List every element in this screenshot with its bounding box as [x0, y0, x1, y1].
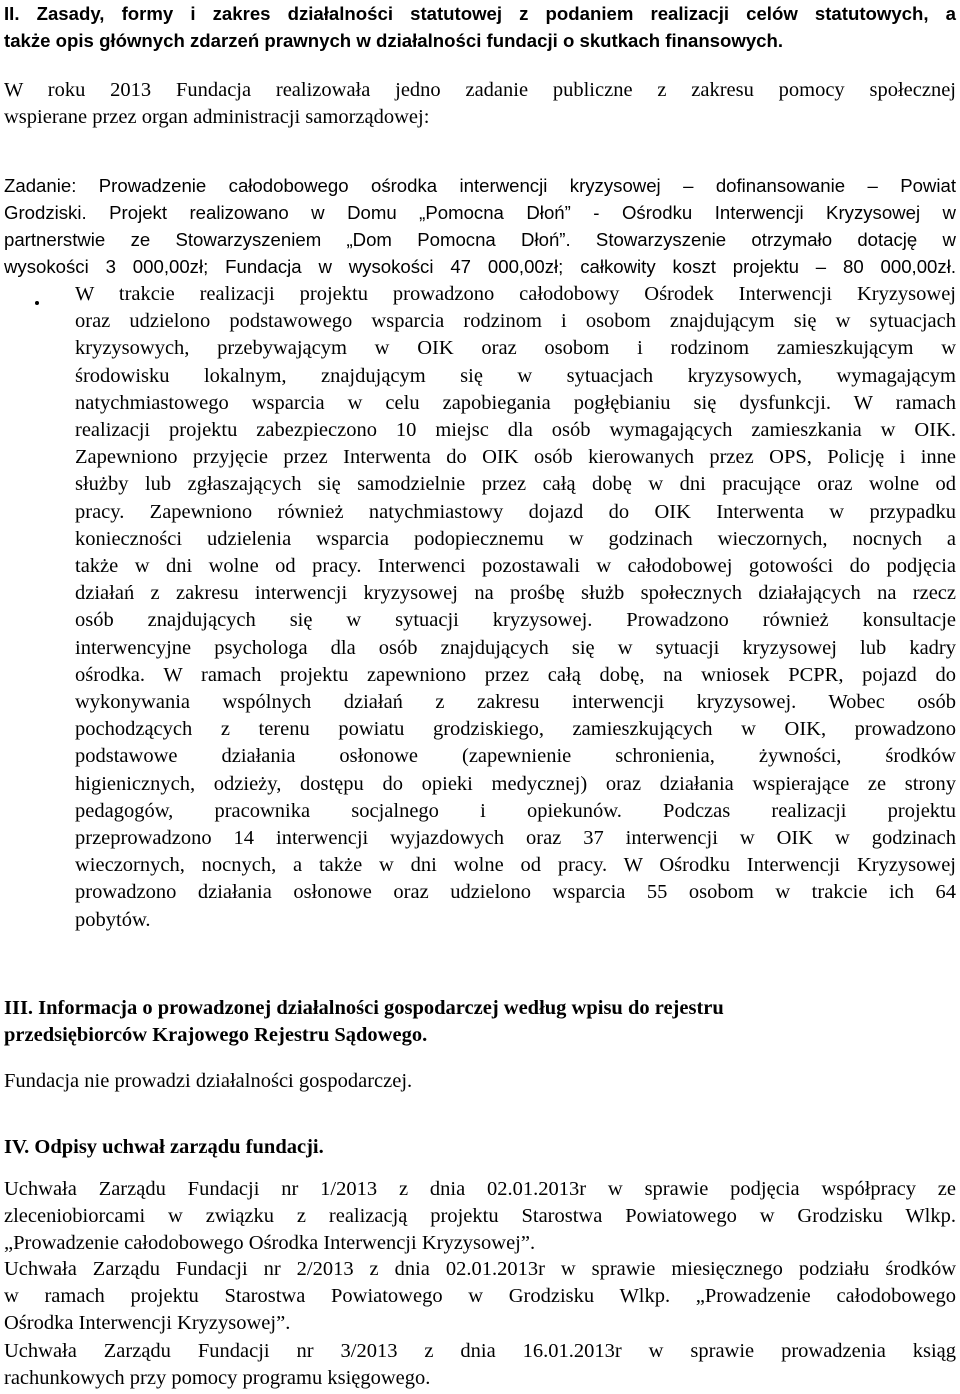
task-line-4: wysokości 3 000,00zł; Fundacja w wysokości 47 000,00zł; całkowity koszt projektu – 80 000,00zł. — [4, 256, 956, 277]
bullet-line-12: działań z zakresu interwencji kryzysowej na prośbę służb społecznych działających na rzecz — [75, 582, 956, 605]
task-line-2: Grodziski. Projekt realizowano w Domu „Pomocna Dłoń” - Ośrodku Interwencji Kryzysowej w — [4, 202, 956, 223]
bullet-line-8: służby lub zgłaszających się samodzielnie przez całą dobę w dni pracujące oraz wolne od — [75, 473, 956, 496]
bullet-line-4: środowisku lokalnym, znajdującym się w sytuacjach kryzysowych, wymagającym — [75, 364, 956, 387]
bullet-line-19: higienicznych, odzieży, dostępu do opieki medycznej) oraz działania wspierające ze strony — [75, 772, 956, 795]
bullet-paragraph — [75, 281, 956, 934]
section-3-text: Fundacja nie prowadzi działalności gospodarczej. — [4, 1070, 413, 1092]
resolution-3-line-1: Uchwała Zarządu Fundacji nr 3/2013 z dnia 16.01.2013r w sprawie prowadzenia ksiąg — [4, 1340, 956, 1362]
section-2-heading-line-2: także opis głównych zdarzeń prawnych w działalności fundacji o skutkach finansowych. — [4, 30, 784, 51]
task-line-3: partnerstwie ze Stowarzyszeniem „Dom Pomocna Dłoń”. Stowarzyszenie otrzymało dotację w — [4, 229, 956, 250]
task-paragraph — [4, 172, 956, 280]
section-2-heading-line-1: II. Zasady, formy i zakres działalności statutowej z podaniem realizacji celów statutowych, a — [4, 3, 956, 24]
bullet-line-17: pochodzących z terenu powiatu grodziskiego, zamieszkujących w OIK, prowadzono — [75, 718, 956, 741]
bullet-line-9: pracy. Zapewniono również natychmiastowy dojazd do OIK Interwenta w przypadku — [75, 500, 956, 523]
bullet-line-15: ośrodka. W ramach projektu zapewniono przez całą dobę, na wniosek PCPR, pojazd do — [75, 663, 956, 686]
resolution-1-line-1: Uchwała Zarządu Fundacji nr 1/2013 z dnia 02.01.2013r w sprawie podjęcia współpracy ze — [4, 1178, 956, 1200]
bullet-line-11: także w dni wolne od pracy. Interwenci pozostawali w całodobowej gotowości do podjęcia — [75, 555, 956, 578]
section-3-heading-line-1: III. Informacja o prowadzonej działalności gospodarczej według wpisu do rejestru — [4, 997, 724, 1019]
bullet-line-24: pobytów. — [75, 908, 151, 931]
bullet-line-5: natychmiastowego wsparcia w celu zapobiegania pogłębianiu się dysfunkcji. W ramach — [75, 391, 956, 414]
bullet-line-23: prowadzono działania osłonowe oraz udzielono wsparcia 55 osobom w trakcie ich 64 — [75, 881, 956, 904]
bullet-line-6: realizacji projektu zabezpieczono 10 miejsc dla osób wymagających zamieszkania w OIK. — [75, 419, 956, 442]
task-line-1: Zadanie: Prowadzenie całodobowego ośrodka interwencji kryzysowej – dofinansowanie – Powiat — [4, 175, 956, 196]
resolution-3-line-2: rachunkowych przy pomocy programu księgowego. — [4, 1367, 431, 1390]
section-3-heading-line-2: przedsiębiorców Krajowego Rejestru Sądowego. — [4, 1024, 428, 1047]
resolution-2-line-2: w ramach projektu Starostwa Powiatowego w Grodzisku Wlkp. „Prowadzenie całodobowego — [4, 1285, 956, 1308]
bullet-line-10: konieczności udzielenia wsparcia podopiecznemu w godzinach wieczornych, nocnych a — [75, 527, 956, 550]
intro-paragraph — [4, 77, 956, 131]
bullet-icon — [32, 298, 44, 310]
resolution-3 — [4, 1338, 956, 1392]
section-4-heading: IV. Odpisy uchwał zarządu fundacji. — [4, 1136, 324, 1158]
resolution-2 — [4, 1256, 956, 1338]
bullet-line-7: Zapewniono przyjęcie przez Interwenta do OIK osób kierowanych przez OPS, Policję i inne — [75, 446, 956, 469]
bullet-line-2: oraz udzielono podstawowego wsparcia rodzinom i osobom znajdującym się w sytuacjach — [75, 310, 956, 333]
resolution-1-line-3: „Prowadzenie całodobowego Ośrodka Interwencji Kryzysowej”. — [4, 1232, 536, 1255]
section-3-heading — [4, 995, 956, 1049]
bullet-line-18: podstawowe działania osłonowe (zapewnienie schronienia, żywności, środków — [75, 745, 956, 768]
intro-line-1: W roku 2013 Fundacja realizowała jedno zadanie publiczne z zakresu pomocy społecznej — [4, 79, 956, 101]
bullet-line-16: wykonywania wspólnych działań z zakresu interwencji kryzysowej. Wobec osób — [75, 691, 956, 714]
bullet-line-20: pedagogów, pracownika socjalnego i opiekunów. Podczas realizacji projektu — [75, 799, 956, 822]
resolution-1-line-2: zleceniobiorcami w związku z realizacją projektu Starostwa Powiatowego w Grodzisku Wlkp. — [4, 1205, 956, 1228]
bullet-line-1: W trakcie realizacji projektu prowadzono całodobowy Ośrodek Interwencji Kryzysowej — [75, 283, 956, 305]
bullet-line-14: interwencyjne psychologa dla osób znajdujących się w sytuacji kryzysowej lub kadry — [75, 636, 956, 659]
intro-line-2: wspierane przez organ administracji samorządowej: — [4, 106, 430, 129]
bullet-line-13: osób znajdujących się w sytuacji kryzysowej. Prowadzono również konsultacje — [75, 609, 956, 632]
resolution-2-line-3: Ośrodka Interwencji Kryzysowej”. — [4, 1312, 291, 1335]
section-2-heading — [4, 0, 956, 54]
resolution-1 — [4, 1176, 956, 1258]
bullet-line-3: kryzysowych, przebywającym w OIK oraz osobom i rodzinom zamieszkującym w — [75, 337, 956, 360]
bullet-line-22: wieczornych, nocnych, a także w dni wolne od pracy. W Ośrodku Interwencji Kryzysowej — [75, 854, 956, 877]
bullet-line-21: przeprowadzono 14 interwencji wyjazdowych oraz 37 interwencji w OIK w godzinach — [75, 827, 956, 850]
resolution-2-line-1: Uchwała Zarządu Fundacji nr 2/2013 z dnia 02.01.2013r w sprawie miesięcznego podziału środków — [4, 1258, 956, 1280]
